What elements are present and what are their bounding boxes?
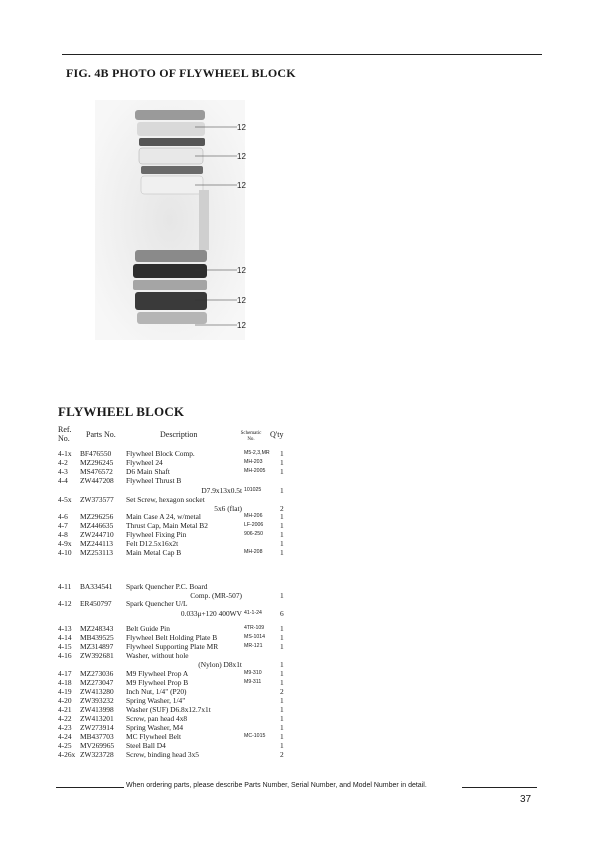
schematic-cell: M5-2,3,MR [244,450,270,456]
schematic-cell: 4TR-109 [244,625,265,631]
description-cell: Spark Quencher P.C. Board [126,582,208,591]
table-row [58,539,298,548]
description-cell: Main Case A 24, w/metal [126,512,201,521]
ref-cell: 4-23 [58,723,72,732]
ref-cell: 4-24 [58,732,72,741]
table-row [58,449,298,458]
ordering-note: When ordering parts, please describe Parts Number, Serial Number, and Model Number in detail. [126,782,427,789]
qty-cell: 1 [280,530,284,539]
parts-no-cell: ZW413998 [80,705,114,714]
parts-no-cell: BF476550 [80,449,112,458]
schematic-cell: MS-1014 [244,634,266,640]
table-row [58,642,298,651]
schematic-cell: M9-311 [244,679,262,685]
ref-cell: 4-18 [58,678,72,687]
qty-cell: 2 [280,687,284,696]
schematic-cell: 41-1-24 [244,610,262,616]
parts-no-cell: ZW392681 [80,651,114,660]
table-row [58,458,298,467]
parts-no-cell: ZW393232 [80,696,114,705]
parts-no-cell: MZ446635 [80,521,114,530]
description-cell: Screw, pan head 4x8 [126,714,188,723]
section-title: FLYWHEEL BLOCK [58,404,185,419]
parts-no-cell: MZ314897 [80,642,114,651]
qty-cell: 1 [280,660,284,669]
parts-no-cell: MZ248343 [80,624,114,633]
header-parts-no: Parts No. [86,430,116,439]
description-cell: Flywheel Supporting Plate MR [126,642,219,651]
schematic-cell: MR-121 [244,643,263,649]
footer-rule-left [56,787,124,788]
qty-cell: 6 [280,609,284,618]
description-cell: Screw, binding head 3x5 [126,750,199,759]
table-row [58,732,298,741]
description-cell: Belt Guide Pin [126,624,170,633]
parts-no-cell: ZW447208 [80,476,114,485]
ref-cell: 4-22 [58,714,72,723]
ref-cell: 4-2 [58,458,68,467]
description-cell: D7.9x13x0.5t [201,486,242,495]
parts-no-cell: MZ296245 [80,458,114,467]
figure-title: FIG. 4B PHOTO OF FLYWHEEL BLOCK [66,66,296,80]
description-cell: M9 Flywheel Prop B [126,678,189,687]
ref-cell: 4-11 [58,582,72,591]
qty-cell: 2 [280,750,284,759]
description-cell: 5x6 (flat) [214,504,242,513]
table-row [58,548,298,557]
qty-cell: 1 [280,633,284,642]
ref-cell: 4-1x [58,449,72,458]
description-cell: Set Screw, hexagon socket [126,495,205,504]
table-row [58,669,298,678]
parts-no-cell: MV269965 [80,741,115,750]
ref-cell: 4-20 [58,696,72,705]
callout-label: 12 [237,181,246,190]
table-row [58,750,298,759]
description-cell: Spring Washer, M4 [126,723,184,732]
description-cell: (Nylon) D8x1t [198,660,242,669]
table-row [58,723,298,732]
ref-cell: 4-12 [58,599,72,608]
qty-cell: 1 [280,591,284,600]
table-row [58,582,298,591]
parts-no-cell: MZ244113 [80,539,113,548]
table-row [58,599,298,608]
parts-no-cell: ZW413201 [80,714,114,723]
parts-no-cell: ZW323728 [80,750,114,759]
ref-cell: 4-10 [58,548,72,557]
ref-cell: 4-19 [58,687,72,696]
parts-no-cell: ER450797 [80,599,112,608]
header-schematic: Schematic [240,431,262,436]
qty-cell: 1 [280,539,284,548]
ref-cell: 4-21 [58,705,72,714]
parts-no-cell: ZW273914 [80,723,114,732]
footer-rule-right [462,787,537,788]
ref-cell: 4-14 [58,633,72,642]
table-row [58,467,298,476]
table-row [58,521,298,530]
schematic-cell: MH-2005 [244,468,266,474]
qty-cell: 1 [280,486,284,495]
qty-cell: 1 [280,678,284,687]
header-qty: Q'ty [270,430,284,439]
qty-cell: 1 [280,732,284,741]
table-row [58,705,298,714]
ref-cell: 4-3 [58,467,68,476]
parts-no-cell: BA334541 [80,582,113,591]
callout-label: 12 [237,266,246,275]
table-row [58,678,298,687]
description-cell: Main Metal Cap B [126,548,182,557]
schematic-cell: MC-1015 [244,733,266,739]
ref-cell: 4-4 [58,476,68,485]
table-row [58,609,298,618]
ref-cell: 4-17 [58,669,72,678]
qty-cell: 1 [280,512,284,521]
qty-cell: 1 [280,696,284,705]
table-row [58,741,298,750]
qty-cell: 1 [280,458,284,467]
qty-cell: 1 [280,723,284,732]
parts-no-cell: MZ296256 [80,512,114,521]
description-cell: Inch Nut, 1/4" (P20) [126,687,187,696]
parts-no-cell: MZ273047 [80,678,114,687]
table-row [58,651,298,660]
schematic-cell: 906-250 [244,531,264,537]
description-cell: Washer, without hole [126,651,189,660]
qty-cell: 1 [280,521,284,530]
table-row [58,530,298,539]
page-number: 37 [520,794,532,805]
parts-no-cell: MZ253113 [80,548,113,557]
qty-cell: 1 [280,642,284,651]
qty-cell: 2 [280,504,284,513]
table-row [58,495,298,504]
description-cell: Flywheel Block Comp. [126,449,195,458]
description-cell: D6 Main Shaft [126,467,170,476]
table-row [58,486,298,495]
qty-cell: 1 [280,467,284,476]
schematic-cell: MH-208 [244,549,263,555]
qty-cell: 1 [280,714,284,723]
parts-no-cell: MB437703 [80,732,114,741]
ref-cell: 4-15 [58,642,72,651]
qty-cell: 1 [280,669,284,678]
description-cell: MC Flywheel Belt [126,732,182,741]
qty-cell: 1 [280,449,284,458]
description-cell: Flywheel Belt Holding Plate B [126,633,218,642]
parts-no-cell: ZW373577 [80,495,114,504]
schematic-cell: MH-206 [244,513,263,519]
parts-no-cell: ZW413280 [80,687,114,696]
header-ref: Ref. [58,425,72,434]
ref-cell: 4-7 [58,521,68,530]
qty-cell: 1 [280,548,284,557]
table-row [58,696,298,705]
callout-label: 12 [237,321,246,330]
top-rule [62,54,542,55]
table-row [58,714,298,723]
ref-cell: 4-6 [58,512,68,521]
parts-no-cell: MB439525 [80,633,114,642]
description-cell: Washer (SUF) D6.8x12.7x1t [126,705,211,714]
ref-cell: 4-13 [58,624,72,633]
schematic-cell: MH-203 [244,459,263,465]
table-row [58,687,298,696]
ref-cell: 4-16 [58,651,72,660]
qty-cell: 1 [280,624,284,633]
description-cell: Thrust Cap, Main Metal B2 [126,521,208,530]
parts-no-cell: MS476572 [80,467,113,476]
ref-cell: 4-8 [58,530,68,539]
flywheel-block-photo [95,100,245,340]
description-cell: Felt D12.5x16x2t [126,539,179,548]
description-cell: Spark Quencher U/L [126,599,188,608]
description-cell: Flywheel Thrust B [126,476,182,485]
description-cell: Spring Washer, 1/4" [126,696,186,705]
ref-cell: 4-25 [58,741,72,750]
schematic-cell: 101025 [244,487,262,493]
table-row [58,660,298,669]
description-cell: Steel Ball D4 [126,741,166,750]
callout-label: 12 [237,123,246,132]
schematic-cell: M9-310 [244,670,262,676]
parts-no-cell: ZW244710 [80,530,114,539]
parts-no-cell: MZ273036 [80,669,114,678]
header-schematic-no: No. [247,437,255,442]
header-description: Description [160,430,198,439]
description-cell: M9 Flywheel Prop A [126,669,189,678]
table-row [58,512,298,521]
ref-cell: 4-5x [58,495,72,504]
callout-label: 12 [237,152,246,161]
table-row [58,476,298,485]
qty-cell: 1 [280,705,284,714]
qty-cell: 1 [280,741,284,750]
header-ref-no: No. [58,434,70,443]
ref-cell: 4-26x [58,750,76,759]
callout-label: 12 [237,296,246,305]
description-cell: Flywheel 24 [126,458,163,467]
table-row [58,624,298,633]
schematic-cell: LF-2006 [244,522,264,528]
table-row [58,633,298,642]
description-cell: Flywheel Fixing Pin [126,530,187,539]
description-cell: 0.033μ+120 400WV [180,609,242,618]
description-cell: Comp. (MR-507) [190,591,242,600]
ref-cell: 4-9x [58,539,72,548]
